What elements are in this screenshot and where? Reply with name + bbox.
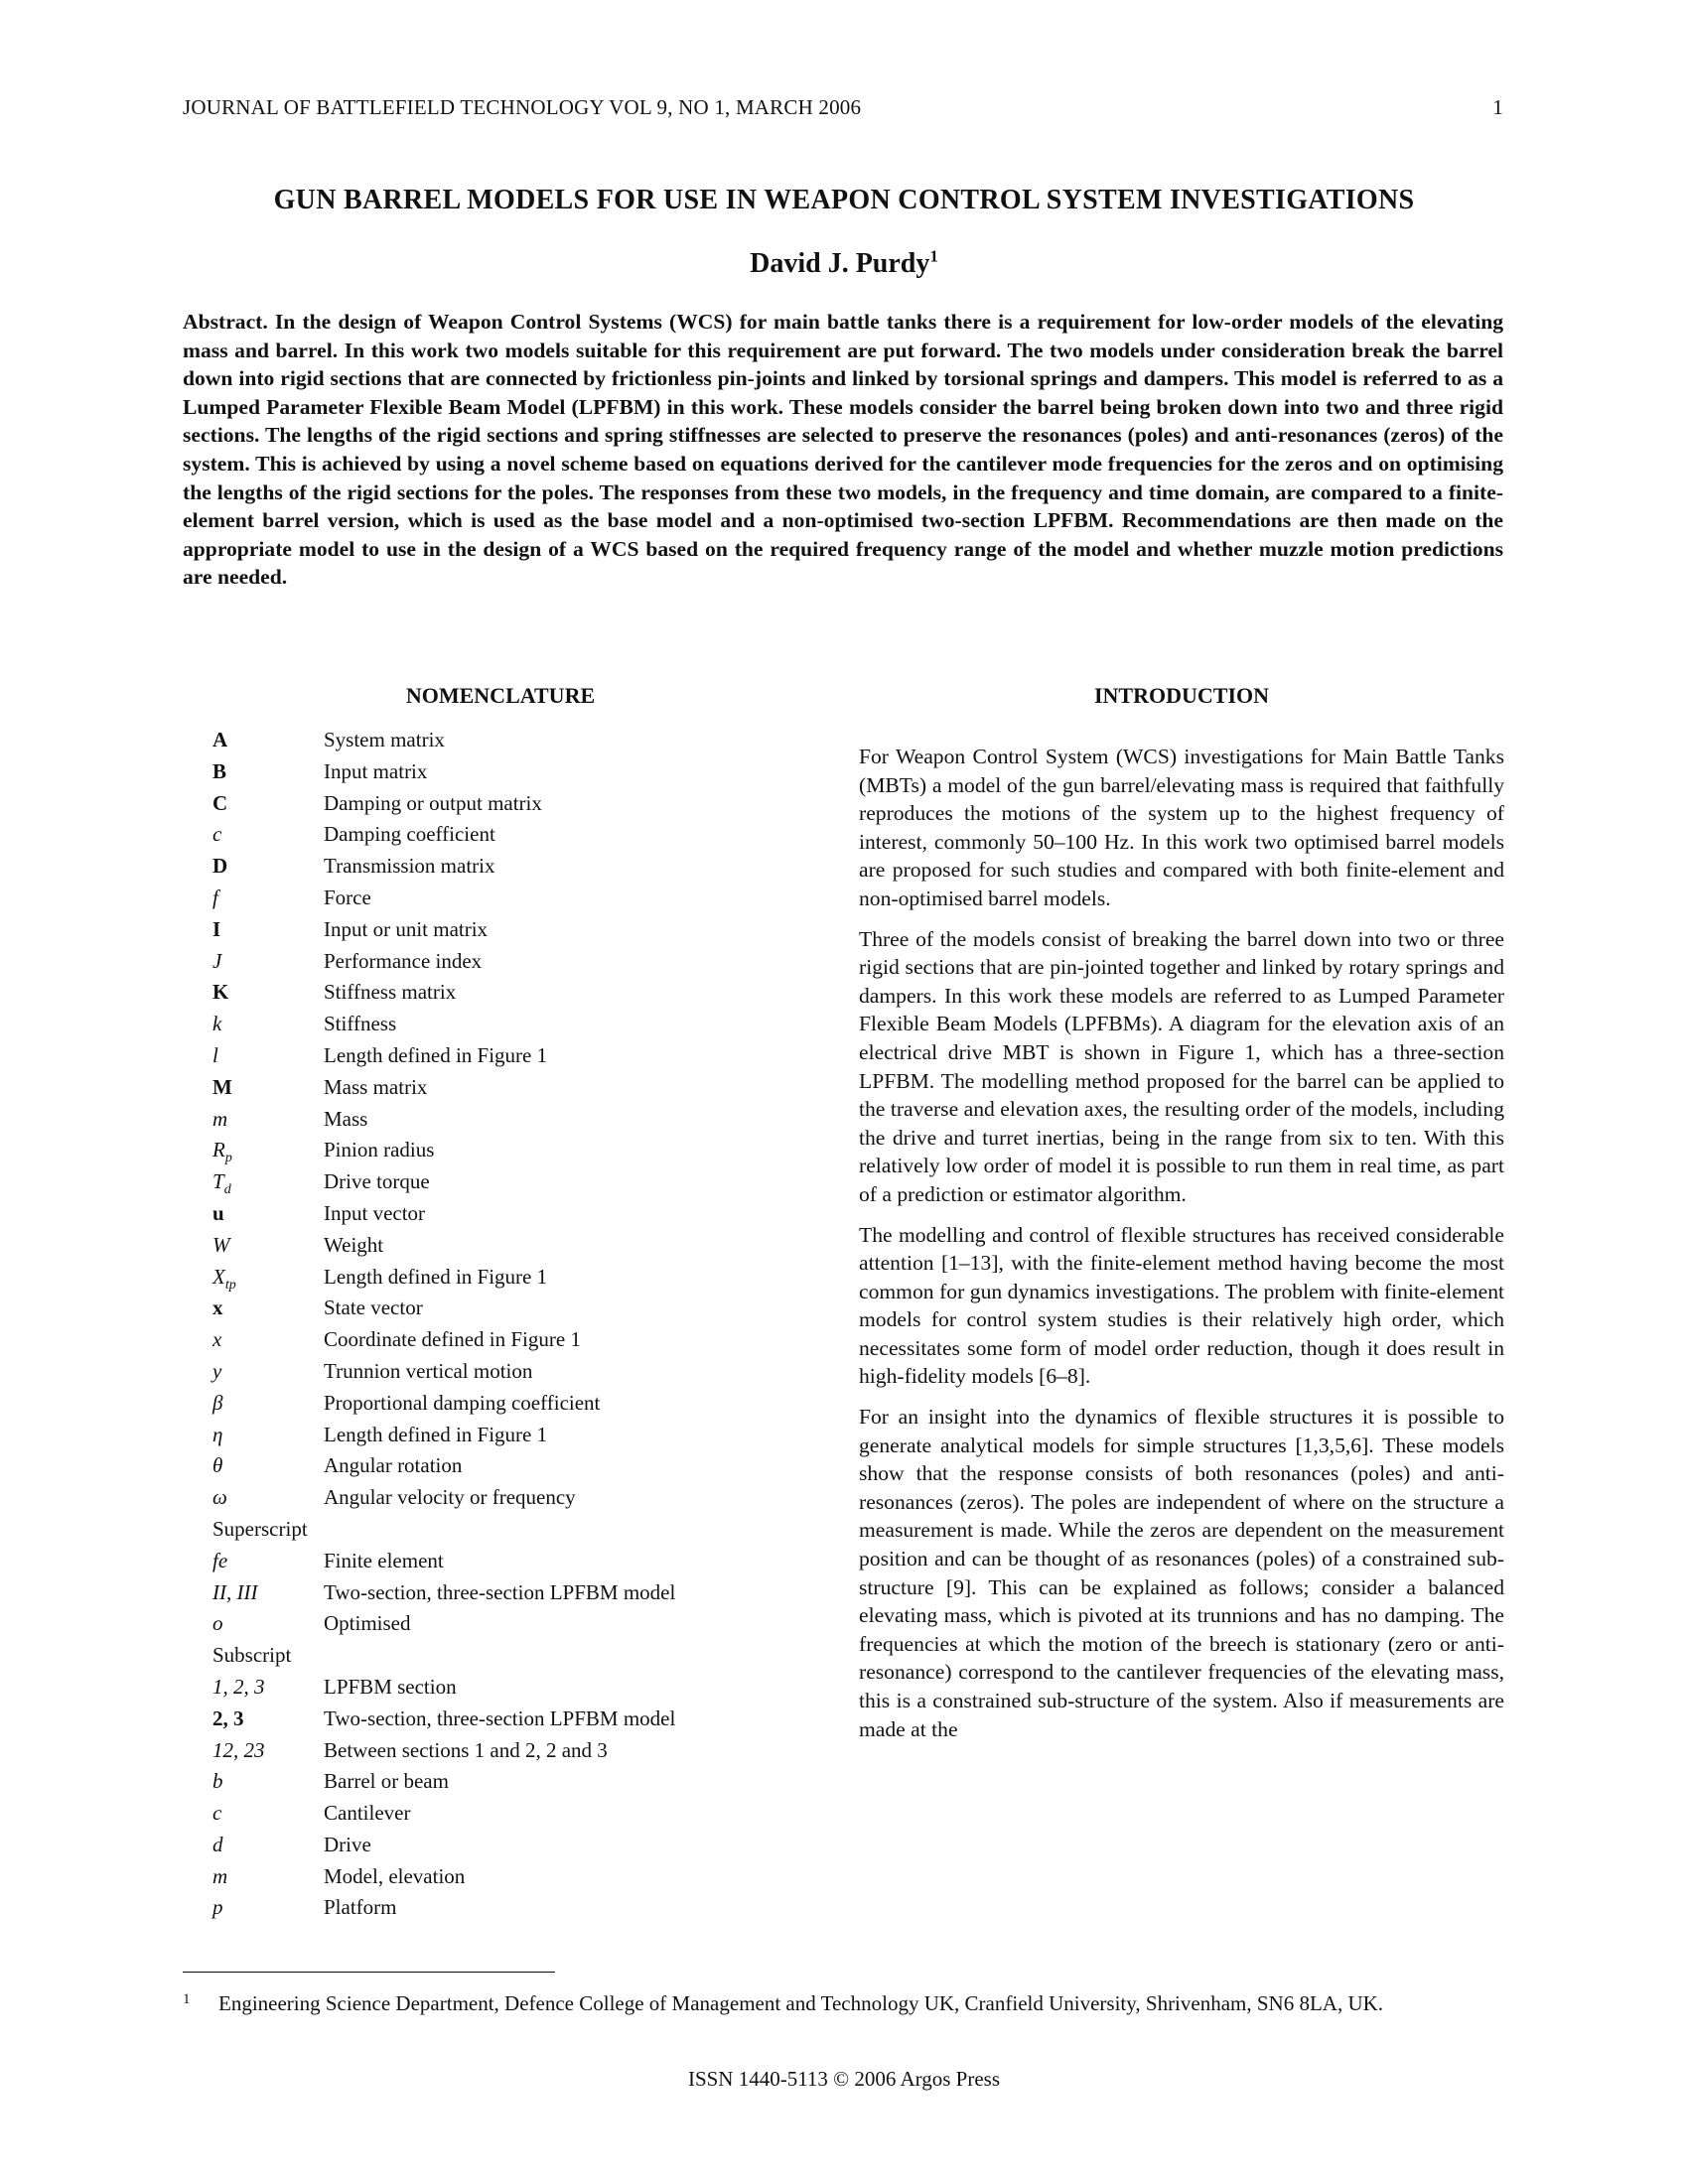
- nomenclature-symbol: $R_p$: [212, 1138, 232, 1166]
- introduction-column: [859, 681, 1504, 1741]
- nomenclature-symbol: Subscript: [212, 1643, 292, 1668]
- introduction-body: [859, 743, 1504, 1755]
- nomenclature-description: Damping coefficient: [324, 822, 495, 847]
- nomenclature-row: [212, 1482, 818, 1514]
- nomenclature-row: [212, 1608, 818, 1640]
- nomenclature-description: Input vector: [324, 1200, 426, 1225]
- nomenclature-symbol: f: [212, 885, 218, 909]
- nomenclature-symbol: W: [212, 1232, 230, 1257]
- intro-paragraph: For an insight into the dynamics of flexible structures it is possible to generate analytical models for simple structures [1,3,5,6]. These models show that the response consists of both resonances (poles) and anti-resonances (zeros). The poles are independent of where on the structure a measurement is made. While the zeros are dependent on the measurement position and can be thought of as resonances (poles) of a constrained sub-structure [9]. This can be explained as follows; consider a balanced elevating mass, which is pivoted at its trunnions and has no damping. The frequencies at which the motion of the breech is stationary (zero or anti-resonance) correspond to the cantilever frequencies of the elevating mass, this is a constrained sub-structure of the system. Also if measurements are made at the: [859, 1405, 1504, 1741]
- nomenclature-description: Trunnion vertical motion: [324, 1358, 533, 1383]
- nomenclature-symbol: M: [212, 1074, 232, 1099]
- nomenclature-symbol: η: [212, 1422, 223, 1446]
- nomenclature-symbol: u: [212, 1200, 224, 1225]
- nomenclature-description: Force: [324, 885, 371, 909]
- nomenclature-row: [212, 1861, 818, 1893]
- nomenclature-row: [212, 1798, 818, 1830]
- nomenclature-row: [212, 883, 818, 914]
- page-footer: ISSN 1440-5113 © 2006 Argos Press: [687, 2067, 1001, 2091]
- intro-paragraph: Three of the models consist of breaking the barrel down into two or three rigid sections that are pin-jointed together and linked by rotary springs and dampers. In this work these models are referred to as Lumped Parameter Flexible Beam Models (LPFBMs). A diagram for the elevation axis of an electrical drive MBT is shown in Figure 1, which has a three-section LPFBM. The modelling method proposed for the barrel can be applied to the traverse and elevation axes, the resulting order of the models, including the drive and turret inertias, being in the range from six to ten. With this relatively low order of model it is possible to run them in real time, as part of a prediction or estimator algorithm.: [859, 926, 1504, 1206]
- nomenclature-row: [212, 977, 818, 1009]
- nomenclature-row: [212, 819, 818, 851]
- nomenclature-description: Length defined in Figure 1: [324, 1042, 548, 1067]
- footnote: [183, 1989, 1503, 2017]
- nomenclature-row: [212, 1640, 818, 1672]
- nomenclature-description: Length defined in Figure 1: [324, 1422, 548, 1446]
- paper-title: GUN BARREL MODELS FOR USE IN WEAPON CONTROL SYSTEM INVESTIGATIONS: [273, 185, 1415, 215]
- nomenclature-description: Angular rotation: [324, 1453, 463, 1478]
- nomenclature-symbol: o: [212, 1611, 223, 1636]
- running-header: [183, 95, 1503, 120]
- nomenclature-description: Between sections 1 and 2, 2 and 3: [324, 1737, 608, 1762]
- nomenclature-row: [212, 1546, 818, 1577]
- nomenclature-description: Proportional damping coefficient: [324, 1390, 601, 1415]
- nomenclature-symbol: θ: [212, 1453, 223, 1478]
- nomenclature-row: [212, 725, 818, 756]
- nomenclature-column: [183, 681, 818, 1920]
- nomenclature-symbol: D: [212, 854, 228, 879]
- nomenclature-row: [212, 1104, 818, 1136]
- nomenclature-row: [212, 1356, 818, 1388]
- nomenclature-row: [212, 1830, 818, 1861]
- nomenclature-description: Stiffness matrix: [324, 980, 457, 1005]
- nomenclature-description: Two-section, three-section LPFBM model: [324, 1706, 676, 1730]
- nomenclature-description: System matrix: [324, 728, 445, 751]
- nomenclature-description: Stiffness: [324, 1012, 397, 1036]
- nomenclature-description: Cantilever: [324, 1801, 411, 1826]
- nomenclature-row: [212, 1293, 818, 1324]
- nomenclature-symbol: c: [212, 1801, 222, 1826]
- nomenclature-symbol: β: [212, 1390, 223, 1415]
- nomenclature-symbol: 12, 23: [212, 1737, 265, 1762]
- nomenclature-row: [212, 1324, 818, 1356]
- nomenclature-description: Drive torque: [324, 1169, 430, 1194]
- nomenclature-symbol: I: [212, 916, 221, 941]
- nomenclature-row: [212, 1040, 818, 1072]
- abstract: Abstract. In the design of Weapon Control Systems (WCS) for main battle tanks there is a requirement for low-order models of the elevating mass and barrel. In this work two models suitable for this requirement are put forward. The two models under consideration break the barrel down into rigid sections that are connected by frictionless pin-joints and linked by torsional springs and dampers. This model is referred to as a Lumped Parameter Flexible Beam Model (LPFBM) in this work. These models consider the barrel being broken down into two and three rigid sections. The lengths of the rigid sections and spring stiffnesses are selected to preserve the resonances (poles) and anti-resonances (zeros) of the system. This is achieved by using a novel scheme based on equations derived for the cantilever mode frequencies for the zeros and on optimising the lengths of the rigid sections for the poles. The responses from these two models, in the frequency and time domain, are compared to a finite-element barrel version, which is used as the base model and a non-optimised two-section LPFBM. Recommendations are then made on the appropriate model to use in the design of a WCS based on the required frequency range of the model and whether muzzle motion predictions are needed.: [183, 310, 1503, 590]
- introduction-heading: INTRODUCTION: [1093, 683, 1270, 708]
- page-number: 1: [1492, 95, 1503, 119]
- nomenclature-symbol: b: [212, 1769, 223, 1794]
- nomenclature-symbol: K: [212, 980, 229, 1005]
- nomenclature-description: Weight: [324, 1232, 384, 1257]
- nomenclature-row: [212, 1892, 818, 1924]
- author-name: David J. Purdy: [750, 248, 930, 279]
- intro-paragraph: The modelling and control of flexible structures has received considerable attention [1–13], with the finite-element method having become the most common for gun dynamics investigations. The problem with finite-element models for control system studies is their relatively high order, which necessitates some form of model order reduction, though it does result in high-fidelity models [6–8].: [859, 1222, 1504, 1389]
- footnote-divider: [183, 1972, 555, 1973]
- nomenclature-description: Damping or output matrix: [324, 790, 542, 815]
- nomenclature-row: [212, 1388, 818, 1420]
- nomenclature-row: [212, 1672, 818, 1704]
- nomenclature-symbol: 1, 2, 3: [212, 1674, 265, 1699]
- intro-paragraph: For Weapon Control System (WCS) investigations for Main Battle Tanks (MBTs) a model of the gun barrel/elevating mass is required that faithfully reproduces the motions of the system up to the highest frequency of interest, commonly 50–100 Hz. In this work two optimised barrel models are proposed for such studies and compared with both finite-element and non-optimised barrel models.: [859, 745, 1504, 910]
- nomenclature-row: [212, 756, 818, 788]
- journal-name: JOURNAL OF BATTLEFIELD TECHNOLOGY VOL 9, NO 1, MARCH 2006: [183, 95, 862, 119]
- nomenclature-list: [212, 725, 818, 1924]
- nomenclature-symbol: J: [212, 948, 222, 973]
- nomenclature-description: Two-section, three-section LPFBM model: [324, 1579, 676, 1604]
- nomenclature-description: Transmission matrix: [324, 854, 495, 879]
- nomenclature-symbol: B: [212, 758, 227, 783]
- nomenclature-description: Performance index: [324, 948, 483, 973]
- nomenclature-description: Input matrix: [324, 758, 428, 783]
- nomenclature-row: [212, 1450, 818, 1482]
- nomenclature-row: [212, 1420, 818, 1451]
- nomenclature-symbol: C: [212, 790, 228, 815]
- nomenclature-description: Model, elevation: [324, 1863, 466, 1888]
- nomenclature-symbol: k: [212, 1012, 222, 1036]
- nomenclature-symbol: m: [212, 1106, 228, 1131]
- nomenclature-description: Barrel or beam: [324, 1769, 449, 1794]
- footnote-mark: 1: [183, 1991, 191, 2007]
- nomenclature-row: [212, 1198, 818, 1230]
- nomenclature-description: Coordinate defined in Figure 1: [324, 1327, 581, 1352]
- nomenclature-row: [212, 1072, 818, 1104]
- nomenclature-description: Mass: [324, 1106, 368, 1131]
- nomenclature-row: [212, 1735, 818, 1767]
- nomenclature-symbol: $X_{tp}$: [212, 1264, 236, 1293]
- nomenclature-symbol: p: [212, 1895, 223, 1920]
- nomenclature-row: [212, 1704, 818, 1735]
- nomenclature-row: [212, 1135, 818, 1166]
- nomenclature-symbol: $T_d$: [212, 1169, 231, 1198]
- nomenclature-row: [212, 914, 818, 946]
- nomenclature-symbol: c: [212, 822, 222, 847]
- nomenclature-symbol: d: [212, 1832, 223, 1856]
- nomenclature-description: Optimised: [324, 1611, 411, 1636]
- nomenclature-symbol: 2, 3: [212, 1706, 244, 1730]
- nomenclature-description: Platform: [324, 1895, 397, 1920]
- nomenclature-description: State vector: [324, 1296, 423, 1320]
- nomenclature-symbol: m: [212, 1863, 228, 1888]
- nomenclature-description: Drive: [324, 1832, 371, 1856]
- author-line: [0, 248, 1688, 280]
- nomenclature-row: [212, 1262, 818, 1294]
- nomenclature-row: [212, 1766, 818, 1798]
- nomenclature-row: [212, 1009, 818, 1040]
- nomenclature-description: Mass matrix: [324, 1074, 428, 1099]
- nomenclature-symbol: x: [212, 1296, 223, 1320]
- nomenclature-symbol: A: [212, 728, 228, 751]
- nomenclature-heading: NOMENCLATURE: [405, 683, 596, 708]
- nomenclature-row: [212, 1577, 818, 1609]
- nomenclature-symbol: ω: [212, 1485, 227, 1510]
- nomenclature-description: Angular velocity or frequency: [324, 1485, 576, 1510]
- nomenclature-row: [212, 1514, 818, 1546]
- footnote-text: Engineering Science Department, Defence College of Management and Technology UK, Cranfield University, Shrivenham, SN6 8LA, UK.: [218, 1991, 1384, 2015]
- nomenclature-symbol: y: [212, 1358, 222, 1383]
- nomenclature-symbol: l: [212, 1042, 218, 1067]
- nomenclature-row: [212, 788, 818, 820]
- nomenclature-row: [212, 1166, 818, 1198]
- nomenclature-description: Pinion radius: [324, 1138, 435, 1162]
- nomenclature-symbol: II, III: [212, 1579, 258, 1604]
- nomenclature-description: Finite element: [324, 1548, 444, 1572]
- nomenclature-description: LPFBM section: [324, 1674, 457, 1699]
- nomenclature-row: [212, 1230, 818, 1262]
- author-footnote-ref: 1: [929, 246, 938, 266]
- nomenclature-description: Length defined in Figure 1: [324, 1264, 548, 1289]
- nomenclature-symbol: x: [212, 1327, 222, 1352]
- nomenclature-row: [212, 851, 818, 883]
- nomenclature-symbol: Superscript: [212, 1516, 308, 1541]
- nomenclature-symbol: fe: [212, 1548, 228, 1572]
- nomenclature-row: [212, 946, 818, 978]
- nomenclature-description: Input or unit matrix: [324, 916, 489, 941]
